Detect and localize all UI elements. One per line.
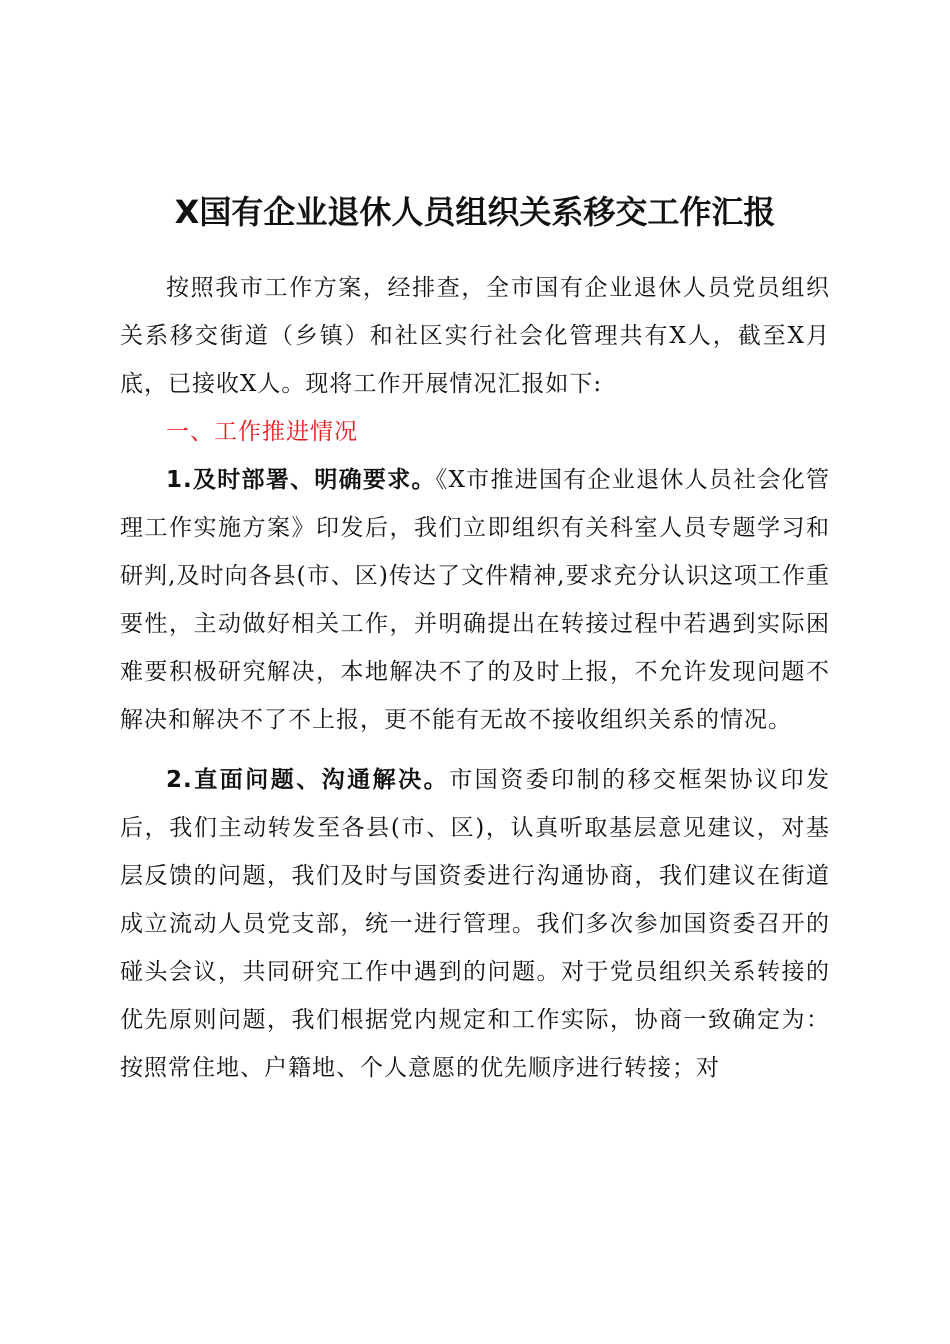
document-page xyxy=(120,188,830,1092)
section-heading-1: 一、工作推进情况 xyxy=(166,419,358,445)
item-2-paragraph xyxy=(120,756,830,1092)
item-2-body: 市国资委印制的移交框架协议印发后，我们主动转发至各县(市、区)，认真听取基层意见建议，对基层反馈的问题，我们及时与国资委进行沟通协商，我们建议在街道成立流动人员党支部，统一进行管理。我们多次参加国资委召开的碰头会议，共同研究工作中遇到的问题。对于党员组织关系转接的优先原则问题，我们根据党内规定和工作实际，协商一致确定为：按照常住地、户籍地、个人意愿的优先顺序进行转接；对 xyxy=(120,767,831,1081)
item-1-paragraph xyxy=(120,456,830,744)
intro-paragraph: 按照我市工作方案，经排查，全市国有企业退休人员党员组织关系移交街道（乡镇）和社区实行社会化管理共有X人，截至X月底，已接收X人。现将工作开展情况汇报如下: xyxy=(120,275,830,397)
item-1-lead: 1.及时部署、明确要求。 xyxy=(166,467,436,493)
item-2-lead: 2.直面问题、沟通解决。 xyxy=(166,767,450,793)
document-title: X国有企业退休人员组织关系移交工作汇报 xyxy=(174,193,776,231)
item-1-body: 《X市推进国有企业退休人员社会化管理工作实施方案》印发后，我们立即组织有关科室人员专题学习和研判,及时向各县(市、区)传达了文件精神,要求充分认识这项工作重要性，主动做好相关工作，并明确提出在转接过程中若遇到实际困难要积极研究解决，本地解决不了的及时上报，不允许发现问题不解决和解决不了不上报，更不能有无故不接收组织关系的情况。 xyxy=(120,467,830,733)
